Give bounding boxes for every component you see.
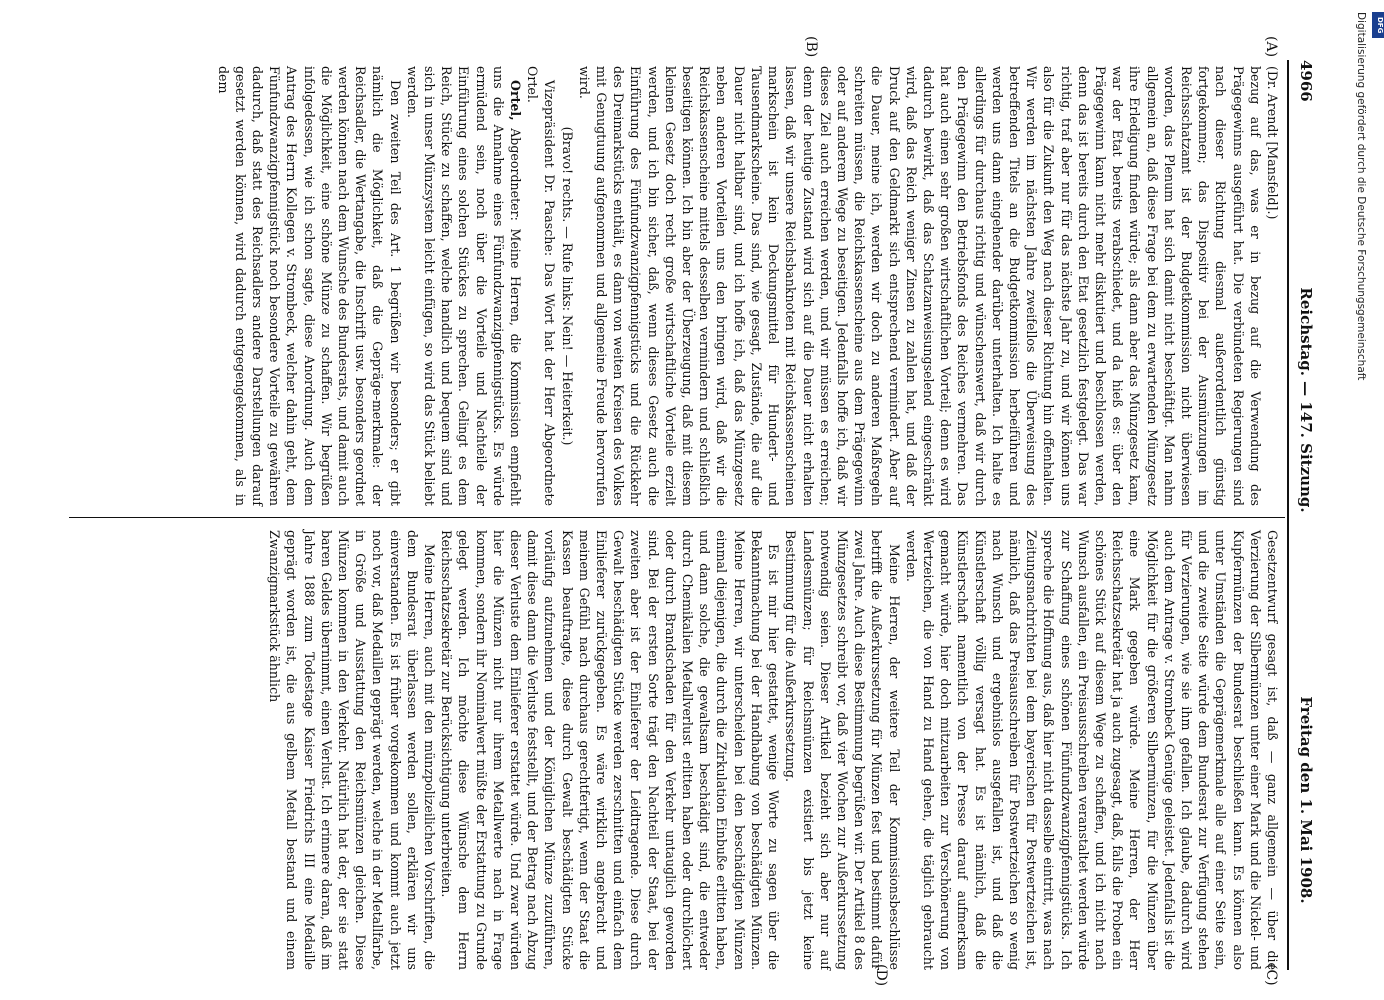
- speaker-name: Ortel,: [508, 80, 524, 121]
- margin-marker-d: (D): [873, 964, 889, 987]
- paragraph: Meine Herren, der weitere Teil der Kommissionsbeschlüsse betrifft die Außerkurssetzung für Münzen fest und bestimmt dafür zwei Jahre. Auch diese Bestimmung begrüßen wir. Der Artikel 8 des Münzgesetzes schreibt vor, daß vier Wochen zur Außerkurssetzung notwendig seien. Dieser Artikel bezieht sich aber nur auf Landesmünzen; für Reichsmünzen existiert bis jetzt keine Bestimmung für die Außerkurssetzung.: [783, 530, 902, 970]
- session-date: Freitag den 1. Mai 1908.: [1297, 696, 1315, 904]
- applause-note: (Bravo! rechts. — Rufe links: Nein! — Heiterkeit.): [559, 126, 575, 446]
- paragraph: Meine Herren, die Kommission empfiehlt uns die Annahme eines Fünfundzwanzigpfennigstücks. Es würde ermüdend sein, noch über die Vorteile und Nachteile der Einführung eines solchen Stückes zu sprechen. Gelingt es dem Reich, Stücke zu schaffen, welche handlich und bequem sind und sich in unser Münzsystem leicht einfügen, so wird das Stück beliebt werden.: [404, 66, 524, 506]
- paragraph: Gesetzentwurf gesagt ist, daß — ganz allgemein — über die Verzierung der Silbermünzen unter einer Mark und die Nickel- und Kupfermünzen der Bundesrat beschließen kann. Es können also unter Umständen die Geprägemerkmale alle auf einer Seite sein, und die zweite Seite würde dem Bundesrat zur Verfügung stehen für Verzierungen, wie sie ihm gefallen. Ich glaube, dadurch wird auch dem Antrage v. Strombeck Genüge geleistet. Jedenfalls ist die Möglichkeit für die größeren Silbermünzen, für die Münzen über eine Mark gegeben würde. Meine Herren, der Herr Reichsschatzsekretär hat ja auch zugesagt, daß, falls die Proben ein schönes Stück auf diesem Wege zu schaffen, und ich nicht nach Wunsch ausfallen, ein Preisausschreiben veranstaltet werden würde zur Schaffung eines schönen Fünfundzwanzigpfennigstücks. Ich spreche die Hoffnung aus, daß hier nicht dasselbe eintritt, was nach Zeitungsnachrichten bei dem bayerischen für Postwertzeichen ist, nämlich, daß das Preisausschreiben für Postwertzeichen so wenig nach Wunsch und ergebnislos ausgefallen ist, und daß die Künstlerschaft völlig versagt hat. Es ist nämlich, daß die Künstlerschaft namentlich von der Presse darauf aufmerksam gemacht würde, hier doch mitzuarbeiten zur Verschönerung von Wertzeichen, die von Hand zu Hand gehen, die täglich gebraucht werden.: [903, 530, 1280, 970]
- margin-marker-b: (B): [803, 36, 819, 58]
- digitization-credit: Digitalisierung gefördert durch die Deutsche Forschungsgemeinschaft: [1355, 12, 1367, 381]
- session-title: Reichstag. — 147. Sitzung.: [1297, 287, 1315, 513]
- paragraph: bezug auf das, was er in bezug auf die Verwendung des Prägegewinns ausgeführt hat. Die verbündeten Regierungen sind nach dieser Richtung diesmal außerordentlich günstig fortgekommen; das Dispositiv bei der Ausmünzungen im Reichsschatzamt ist der Budgetkommission nicht überwiesen worden, das Plenum hat sich damit nicht beschäftigt. Man nahm allgemein an, daß diese Frage bei dem zu erwartenden Münzgesetz ihre Erledigung finden würde; als dann aber das Münzgesetz kam, war der Etat bereits verabschiedet, und da hieß es: über den Prägegewinn kann nicht mehr diskutiert und beschlossen werden, denn das ist bereits durch den Etat gesetzlich festgelegt. Das war richtig, traf aber nur für das nächste Jahr zu, und wir können uns also für die Zukunft den Weg nach dieser Richtung hin offenhalten. Wir werden im nächsten Jahre zweifellos die Überweisung des betreffenden Titels an die Budgetkommission herbeiführen und werden uns dann eingehender darüber unterhalten. Ich halte es allerdings für durchaus richtig und wünschenswert, daß wir durch den Prägegewinn den Betriebsfonds des Reiches vermehren. Das hat auch einen sehr großen wirtschaftlichen Vorteil; denn es wird dadurch bewirkt, daß das Schatzanweisungselend eingeschränkt wird, daß das Reich weniger Zinsen zu zahlen hat, und daß der Druck auf den Geldmarkt sich entsprechend vermindert. Aber auf die Dauer, meine ich, werden wir doch zu anderen Maßregeln schreiten müssen, die Reichskassenscheine aus dem Prägegewinn oder auf anderem Wege zu beseitigen. Jedenfalls hoffe ich, daß wir dieses Ziel auch erreichen werden, und wir müssen es erreichen; denn der heutige Zustand wird sich auf die Dauer nicht erhalten lassen, daß wir unsere Reichsbanknoten mit Reichskassenscheinen markschein ist kein Deckungsmittel für Hundert- und Tausendmarkscheine. Das sind, wie gesagt, Zustände, die auf die Dauer nicht haltbar sind, und ich hoffe ich, daß das Münzgesetz neben anderen Vorteilen uns den bringen wird, daß wir die Reichskassenscheine mittels desselben vermindern und schließlich beseitigen können. Ich bin aber der Überzeugung, daß mit diesem kleinen Gesetz doch recht große wirtschaftliche Vorteile erzielt werden, und ich bin sicher, daß, wenn dieses Gesetz auch die Einführung des Fünfundzwanzigpfennigstücks und die Rückkehr des Dreimarkstücks enthält, es dann von weiten Kreisen des Volkes mit Genugtuung aufgenommen und allgemeine Freude hervorrufen wird.: [576, 66, 1263, 506]
- paragraph: Es ist mir hier gestattet, wenige Worte zu sagen über die Bekanntmachung bei der Handhabung von beschädigten Münzen. Meine Herren, wir unterscheiden bei den beschädigten Münzen einmal diejenigen, die durch die Zirkulation Einbuße erlitten haben, und dann solche, die gewaltsam beschädigt sind, die entweder durch Chemikalien Metallverlust erlitten haben oder durchlöchert oder durch Brandschaden für den Verkehr untauglich geworden sind. Bei der ersten Sorte trägt den Nachteil der Staat, bei der zweiten aber ist der Einlieferer der Leidtragende. Diese durch Gewalt beschädigten Stücke werden zerschnitten und einfach dem Einlieferer zurückgegeben. Es wäre wirklich angebracht und meinem Gefühl nach durchaus gerechtfertigt, wenn der Staat die Kassen beauftragte, diese durch Gewalt beschädigten Stücke vorläufig aufzunehmen und der Königlichen Münze zuzuführen, damit diese dann die Verluste feststellt, und der Betrag nach Abzug dieser Verluste dem Einlieferer erstattet würde. Und zwar würden hier die Münzen nicht nur ihrem Metallwerte nach in Frage kommen, sondern ihr Nominalwert müßte der Erstattung zu Grunde gelegt werden. Ich möchte diese Wünsche dem Herrn Reichsschatzsekretär zur Berücksichtigung unterbreiten.: [439, 530, 782, 970]
- margin-marker-c: (C): [1263, 964, 1279, 986]
- running-header: [1287, 60, 1315, 970]
- right-column: [266, 530, 1281, 970]
- speaker-bracket: (Dr. Arendt [Mansfeld].): [1265, 66, 1280, 220]
- document-page: [59, 30, 1329, 990]
- header-rule: [1287, 60, 1289, 970]
- page-number: 4966: [1297, 60, 1315, 102]
- speaker-role: Abgeordneter:: [508, 128, 524, 221]
- paragraph: Meine Herren, auch mit den münzpolizeilichen Vorschriften, die dem Bundesrat überlassen werden sollen, erklären wir uns einverstanden. Es ist früher vorgekommen und kommt auch jetzt noch vor, daß Medaillen geprägt werden, welche in der Metallfarbe, in Größe und Ausstattung den Reichsmünzen gleichen. Diese Münzen kommen in den Verkehr. Natürlich hat der, der sie statt baren Geldes übernimmt, einen Verlust. Ich erinnere daran, daß im Jahre 1888 zum Todestage Kaiser Friedrichs III eine Medaille geprägt worden ist, die aus gelbem Metall bestand und einem Zwanzigmarkstück ähnlich: [267, 530, 438, 970]
- margin-marker-a: (A): [1263, 36, 1279, 58]
- paragraph: Den zweiten Teil des Art. 1 begrüßen wir besonders; er gibt nämlich die Möglichkeit, daß die Gepräge-merkmale: der Reichsadler, die Wertangabe, die Inschrift usw. besonders geordnet werden können nach dem Wunsche des Bundesrats, und damit auch die Möglichkeit, eine schöne Münze zu schaffen. Wir begrüßen infolgedessen, wie ich schon sagte, diese Anordnung. Auch dem Antrag des Herrn Kollegen v. Strombeck, welcher dahin geht, dem Fünfundzwanzigpfennigstück noch besondere Vorteile zu gewähren dadurch, daß statt des Reichsadlers andere Darstellungen darauf gesetzt werden können, wird dadurch entgegengekommen, als in dem: [215, 66, 403, 506]
- column-divider: [69, 517, 1285, 518]
- vice-president-line: Vizepräsident Dr. Paasche: Das Wort hat der Herr Abgeordnete Ortel.: [525, 66, 558, 506]
- speaker-intro: [404, 66, 524, 506]
- left-column: [214, 66, 1281, 506]
- dfg-logo: DFG: [1372, 12, 1384, 38]
